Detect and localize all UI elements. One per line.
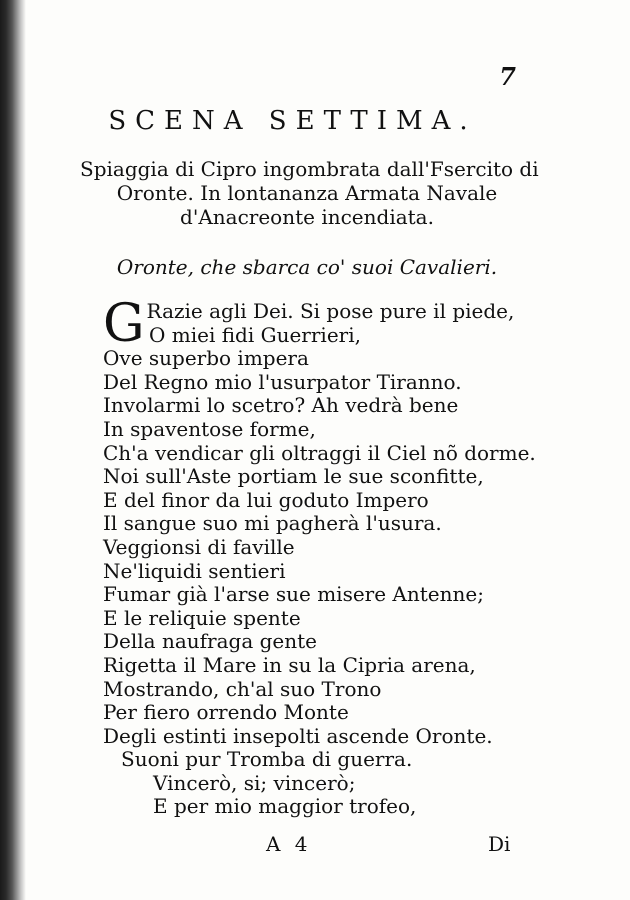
verse-line: Ne'liquidi sentieri [103,558,286,583]
stage-direction: Oronte, che sbarca co' suoi Cavalieri. [116,255,498,279]
setting-line: d'Anacreonte incendiata. [180,205,434,229]
scene-setting [80,157,539,229]
verse-line: E le reliquie spente [103,605,301,630]
verse-line: Il sangue suo mi pagherà l'usura. [103,511,442,536]
verse-line: Degli estinti insepolti ascende Oronte. [103,723,493,748]
verse-line: Involarmi lo scetro? Ah vedrà bene [103,393,459,418]
signature-mark: A 4 [266,832,312,856]
setting-line: Spiaggia di Cipro ingombrata dall'Fsercito di [80,157,539,181]
verse-line: Del Regno mio l'usurpator Tiranno. [103,369,462,394]
drop-cap: G [103,294,145,354]
catchword: Di [488,832,511,856]
verse-line: E del finor da lui goduto Impero [103,487,429,512]
verse-line: Suoni pur Tromba di guerra. [121,747,413,772]
verse-line: In spaventose forme, [103,416,316,441]
verse-line: Vincerò, si; vincerò; [153,770,356,795]
page-number: 7 [499,62,516,91]
verse-line: Mostrando, ch'al suo Trono [103,676,382,701]
verse-line: Ove superbo impera [103,346,309,371]
verse-line: O miei fidi Guerrieri, [149,322,361,347]
verse-line: Rigetta il Mare in su la Cipria arena, [103,652,476,677]
verse-block [103,294,543,819]
setting-line: Oronte. In lontananza Armata Navale [116,181,498,205]
verse-line: Della naufraga gente [103,629,317,654]
verse-line: Veggionsi di faville [103,534,295,559]
binding-shadow [0,0,26,900]
scene-title: SCENA SETTIMA. [108,106,477,136]
verse-line: Per fiero orrendo Monte [103,700,349,725]
verse-line: Fumar già l'arse sue misere Antenne; [103,582,484,607]
verse-line: Razie agli Dei. Si pose pure il piede, [146,299,515,323]
verse-line: E per mio maggior trofeo, [153,794,417,819]
verse-line: Ch'a vendicar gli oltraggi il Ciel nõ dorme. [103,440,536,465]
verse-line: Noi sull'Aste portiam le sue sconfitte, [103,464,484,489]
